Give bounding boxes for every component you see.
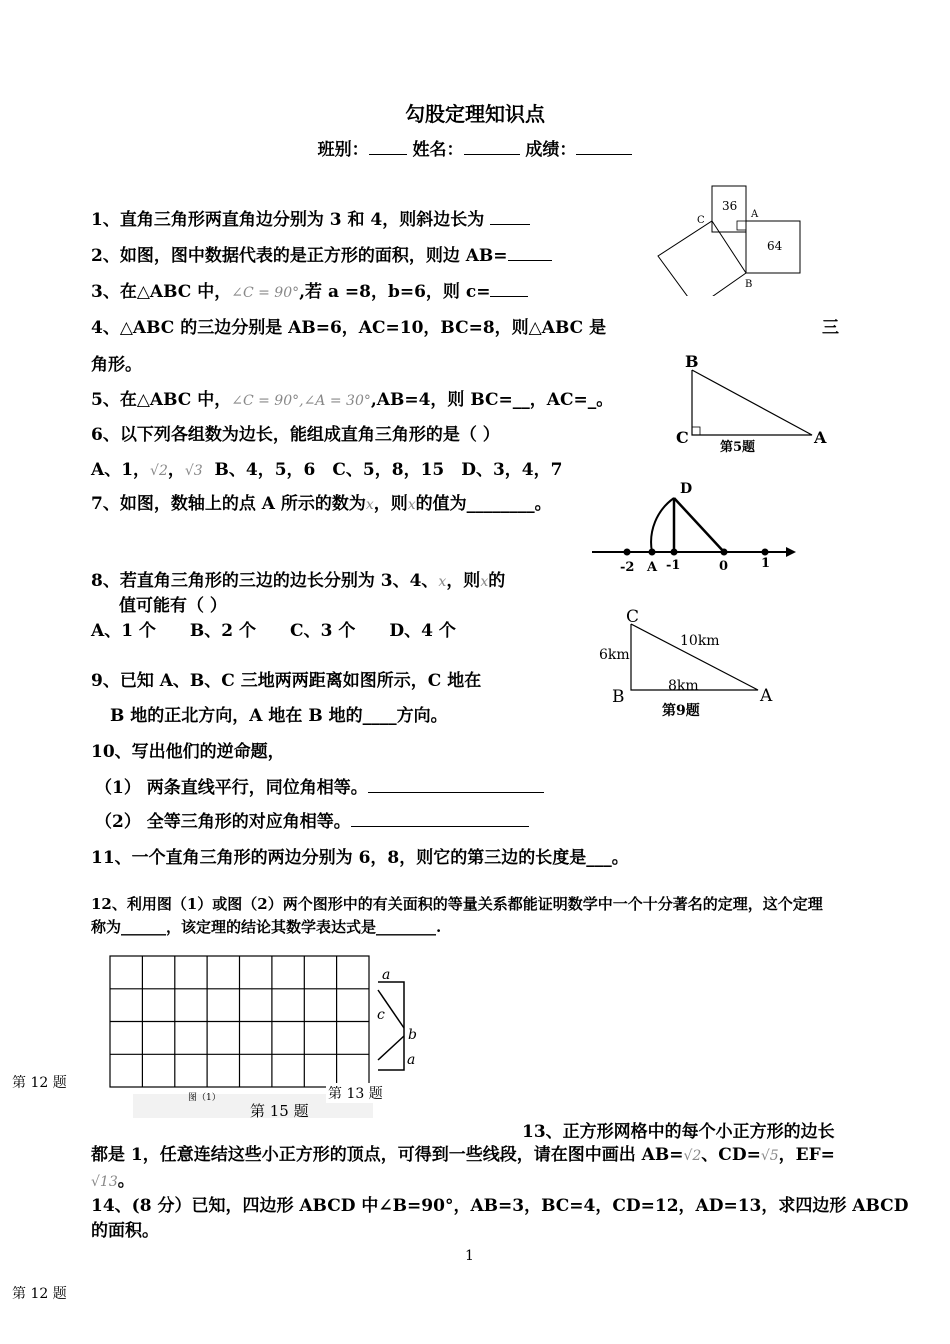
label-a-bottom: a <box>407 1052 416 1068</box>
student-info-header <box>0 135 950 160</box>
question-4-end: 角形。 <box>91 355 142 375</box>
figure-q12-grid <box>100 948 520 1120</box>
answer-blank[interactable] <box>351 810 529 827</box>
math-formula: ∠C = 90°,∠A = 30° <box>231 393 371 409</box>
side-ca-label: 10km <box>680 633 720 649</box>
figure-q7-number-line <box>590 478 800 576</box>
label-a-top: a <box>382 967 391 983</box>
question-7: 7、如图，数轴上的点 A 所示的数为x，则x的值为________。 <box>91 494 552 514</box>
answer-blank[interactable] <box>490 280 528 297</box>
question-9-continued: B 地的正北方向，A 地在 B 地的____方向。 <box>110 706 448 726</box>
question-12-continued: 称为______，该定理的结论其数学表达式是________. <box>91 918 442 936</box>
label-c: c <box>377 1007 385 1023</box>
class-label: 班别： <box>317 140 369 160</box>
score-label: 成绩： <box>525 140 577 160</box>
page-title: 勾股定理知识点 <box>405 102 545 126</box>
figure-caption: 第5题 <box>720 440 756 455</box>
question-2: 2、如图，图中数据代表的是正方形的面积，则边 AB= <box>91 241 552 266</box>
question-4: 4、△ABC 的三边分别是 AB=6，AC=10，BC=8，则△ABC 是 <box>91 318 607 338</box>
question-8-continued: 值可能有（ ） <box>119 596 227 616</box>
answer-blank[interactable] <box>490 208 530 225</box>
arrow-icon <box>786 547 796 557</box>
tick-label: -2 <box>620 560 635 575</box>
label-b: b <box>408 1027 417 1043</box>
figure-caption: 第9题 <box>662 703 700 719</box>
question-13-continued: 都是 1，任意连结这些小正方形的顶点，可得到一些线段，请在图中画出 AB=√2、CD=√5，EF= <box>91 1145 835 1165</box>
answer-blank[interactable] <box>368 776 544 793</box>
label-b: B <box>745 279 753 290</box>
answer-blank[interactable] <box>508 244 552 261</box>
side-cb-label: 6km <box>599 647 630 663</box>
question-13-end: √13。 <box>91 1171 135 1191</box>
question-10: 10、写出他们的逆命题， <box>91 742 285 762</box>
figure-q9-triangle <box>596 602 786 724</box>
question-14-continued: 的面积。 <box>91 1221 159 1241</box>
page-number: 1 <box>465 1248 474 1264</box>
question-5: 5、在△ABC 中，∠C = 90°,∠A = 30°,AB=4，则 BC=__，AC=_。 <box>91 390 614 410</box>
label-c: C <box>676 428 689 447</box>
class-blank[interactable] <box>369 138 407 155</box>
question-9: 9、已知 A、B、C 三地两两距离如图所示，C 地在 <box>91 671 482 691</box>
question-13: 13、正方形网格中的每个小正方形的边长 <box>522 1122 835 1142</box>
question-8-options: A、1 个 B、2 个 C、3 个 D、4 个 <box>91 621 456 641</box>
label-a: A <box>760 686 773 706</box>
question-10-part-1: （1） 两条直线平行，同位角相等。 <box>95 773 544 798</box>
tick--2 <box>624 549 631 556</box>
name-label: 姓名： <box>412 140 464 160</box>
tick-label: 0 <box>719 559 729 574</box>
square-64-label: 64 <box>767 239 783 253</box>
label-b: B <box>612 687 625 707</box>
label-c: C <box>626 607 640 627</box>
right-angle-mark <box>737 221 746 230</box>
label-d: D <box>680 481 693 497</box>
triangle <box>692 370 812 435</box>
side-ba-label: 8km <box>668 678 699 694</box>
arc <box>651 498 674 552</box>
question-14: 14、(8 分）已知，四边形 ABCD 中∠B=90°，AB=3，BC=4，CD=12，AD=13，求四边形 ABCD <box>91 1196 909 1216</box>
caption-q13: 第 13 题 <box>326 1083 385 1103</box>
question-12: 12、利用图（1）或图（2）两个图形中的有关面积的等量关系都能证明数学中一个十分著名的定理，这个定理 <box>91 895 823 913</box>
sub-caption: 图（1） <box>188 1093 221 1103</box>
question-8: 8、若直角三角形的三边的边长分别为 3、4、x，则x的 <box>91 571 506 591</box>
question-10-part-2: （2） 全等三角形的对应角相等。 <box>95 807 529 832</box>
tick-label: A <box>647 560 658 575</box>
label-a: A <box>814 428 827 447</box>
score-blank[interactable] <box>576 138 632 155</box>
question-1: 1、直角三角形两直角边分别为 3 和 4，则斜边长为 <box>91 205 530 230</box>
label-a: A <box>751 209 759 220</box>
caption-q12-bottom: 第 12 题 <box>12 1286 67 1302</box>
sqrt-3: √3 <box>184 463 203 479</box>
figure-q2-squares <box>655 184 805 296</box>
right-angle-mark <box>692 427 700 435</box>
question-6: 6、以下列各组数为边长，能组成直角三角形的是（ ） <box>91 425 500 445</box>
label-c: C <box>697 215 705 226</box>
hypotenuse <box>674 498 724 552</box>
caption-q12-left: 第 12 题 <box>12 1075 67 1091</box>
tick-label: -1 <box>666 558 681 573</box>
label-b: B <box>685 352 699 371</box>
question-4-continued: 三 <box>822 318 839 338</box>
math-formula: ∠C = 90° <box>231 285 300 301</box>
figure-q5-triangle <box>672 350 837 460</box>
question-11: 11、一个直角三角形的两边分别为 6，8，则它的第三边的长度是___。 <box>91 848 629 868</box>
square-36-label: 36 <box>722 199 738 213</box>
tick-1 <box>762 549 769 556</box>
figure-caption: 第 15 题 <box>250 1102 309 1120</box>
question-3: 3、在△ABC 中，∠C = 90°,若 a =8，b=6，则 c= <box>91 277 528 302</box>
name-blank[interactable] <box>464 138 520 155</box>
sqrt-2: √2 <box>150 463 168 479</box>
question-6-options: A、1，√2，√3 B、4，5，6 C、5，8，15 D、3，4，7 <box>91 460 563 480</box>
tick-label: 1 <box>761 556 771 571</box>
